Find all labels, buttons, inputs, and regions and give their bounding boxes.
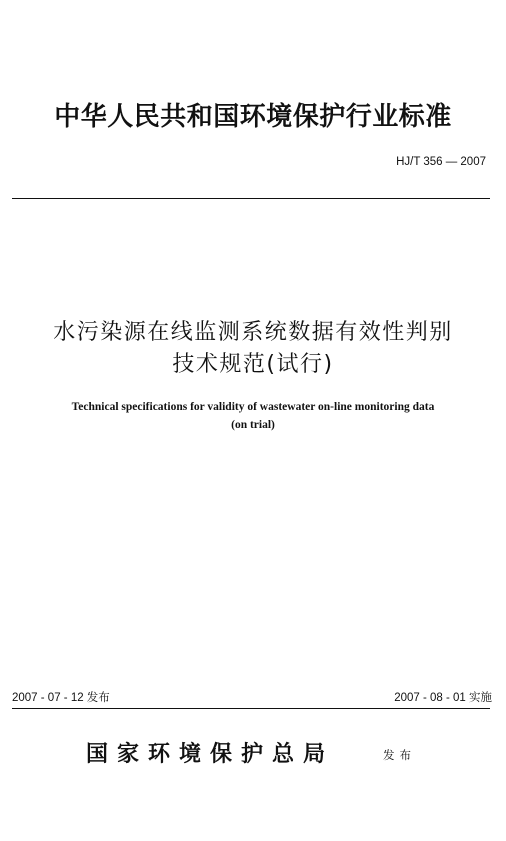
issuing-authority: 国家环境保护总局 <box>86 741 335 767</box>
chinese-title-line-2: 技术规范(试行) <box>172 352 334 377</box>
english-title-line-2: (on trial) <box>231 419 275 431</box>
issue-date: 2007 - 07 - 12 发布 <box>12 692 110 704</box>
standard-code: HJ/T 356 — 2007 <box>396 156 486 168</box>
top-divider <box>12 198 490 199</box>
issued-label: 发布 <box>383 748 416 762</box>
bottom-divider <box>12 708 490 709</box>
chinese-title-line-1: 水污染源在线监测系统数据有效性判别 <box>53 320 453 345</box>
english-title-line-1: Technical specifications for validity of wastewater on-line monitoring data <box>71 401 435 413</box>
standard-category-title: 中华人民共和国环境保护行业标准 <box>54 102 452 132</box>
implementation-date: 2007 - 08 - 01 实施 <box>394 692 492 704</box>
